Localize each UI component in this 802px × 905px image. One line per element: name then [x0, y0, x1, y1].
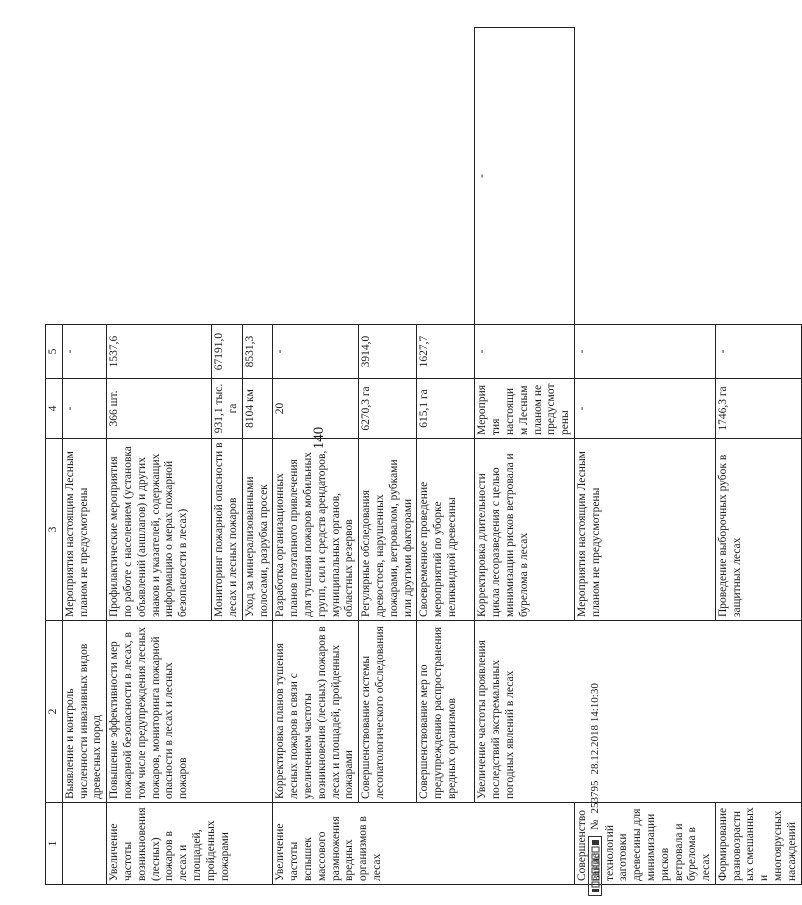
- table-cell: Увеличение частоты возникновения (лесных) пожаров в лесах и площадей, пройденных пожарами: [107, 803, 273, 885]
- table-cell: 6270,3 га: [359, 379, 417, 439]
- table-cell: Выявление и контроль численности инвазивных видов древесных пород: [62, 621, 106, 803]
- header-cell-4: 4: [46, 379, 63, 439]
- table-cell: 1627,7: [417, 325, 475, 379]
- table-cell: Совершенствование мер по предупреждению распространения вредных организмов: [417, 621, 475, 803]
- table-cell: Корректировка длительности цикла лесоразведения с целью минимизации рисков ветровала и буреломa в лесах: [475, 439, 575, 621]
- document-table: [45, 27, 802, 885]
- table-cell: Регулярные обследования древостоев, нарушенных пожарами, ветровалом, рубками или другими факторами: [359, 439, 417, 621]
- table-row: [62, 28, 106, 885]
- header-cell-1: 1: [46, 803, 63, 885]
- table-row: [359, 28, 417, 885]
- table-cell: [62, 803, 106, 885]
- table-cell: Профилактические мероприятия по работе с населением (установка объявлений (аншлагов) и других знаков и указателей, содержащих информацию о мерах пожарной безопасности в лесах): [107, 439, 212, 621]
- table-cell: -: [62, 379, 106, 439]
- table-cell: 3914,0: [359, 325, 417, 379]
- table-row: [475, 28, 575, 885]
- stamp-logo-icon: [588, 836, 602, 896]
- table-cell: Мероприятия настоящим Лесным планом не предусмотрены: [62, 439, 106, 621]
- table-cell: -: [475, 325, 575, 379]
- table-cell: 1537,6: [107, 325, 212, 379]
- table-cell: 20: [273, 379, 359, 439]
- table-row: [273, 28, 359, 885]
- header-cell-3: 3: [46, 439, 63, 621]
- table-cell: 1746,3 га: [715, 379, 801, 439]
- table-cell: Увеличение частоты вспышек массового размножения вредных организмов в лесах: [273, 803, 575, 885]
- table-cell: Увеличение частоты проявления последствий экстремальных погодных явлений в лесах: [475, 621, 801, 803]
- table-cell: -: [273, 325, 359, 379]
- table-cell: Разработка организационных планов поэтапного привлечения для тушения пожаров мобильных групп, сил и средств арендаторов, муниципальных органов, областных резервов: [273, 439, 359, 621]
- table-cell: -: [574, 379, 715, 439]
- table-cell: Совершенствование технологий заготовки древесины для минимизации рисков ветровала и бурелома в лесах: [574, 803, 715, 885]
- table-cell: Мероприятия настоящим Лесным планом не предусмотрены: [574, 439, 715, 621]
- table-cell: Корректировка планов тушения лесных пожаров в связи с увеличением частоты возникновения (лесных) пожаров в лесах и площадей, пройденных пожарами: [273, 621, 359, 803]
- table-row: [107, 28, 212, 885]
- table-cell: 8531,3: [242, 325, 273, 379]
- header-cell-2: 2: [46, 621, 63, 803]
- table-cell: Своевременное проведение мероприятий по уборке неликвидной древесины: [417, 439, 475, 621]
- doc-datetime: 28.12.2018 14:10:30: [589, 683, 601, 775]
- page-number: 140: [311, 426, 327, 450]
- table-cell: Мероприятия настоящим Лесным планом не предусмотрены: [475, 379, 575, 439]
- table-cell: 8104 км: [242, 379, 273, 439]
- header-cell-5: 5: [46, 325, 63, 379]
- table-cell: 366 шт.: [107, 379, 212, 439]
- table-cell: Уход за минерализованными полосами, разрубка просек: [242, 439, 273, 621]
- table-cell: 615,1 га: [417, 379, 475, 439]
- number-sign: №: [589, 819, 601, 830]
- table-cell: Формирование разновозрастных смешанных и многоярусных насаждений: [715, 803, 801, 885]
- table-cell: Повышение эффективности мер пожарной безопасности в лесах, в том числе предупреждения лесных пожаров, мониторинга пожарной опасности в лесах и лесных пожаров: [107, 621, 273, 803]
- table-row: [417, 28, 475, 885]
- document-footer: [588, 683, 602, 896]
- table-cell: -: [475, 28, 575, 325]
- table-cell: -: [62, 325, 106, 379]
- table-cell: 67191,0: [212, 325, 243, 379]
- doc-number: 253795: [589, 780, 601, 814]
- table-cell: Совершенствование системы лесопатологического обследования: [359, 621, 417, 803]
- table-cell: -: [715, 325, 801, 379]
- table-cell: 931,1 тыс. га: [212, 379, 243, 439]
- table-cell: -: [574, 325, 715, 379]
- table-cell: Проведение выборочных рубок в защитных лесах: [715, 439, 801, 621]
- table-header-row: [46, 28, 63, 885]
- table-cell: Мониторинг пожарной опасности в лесах и лесных пожаров: [212, 439, 243, 621]
